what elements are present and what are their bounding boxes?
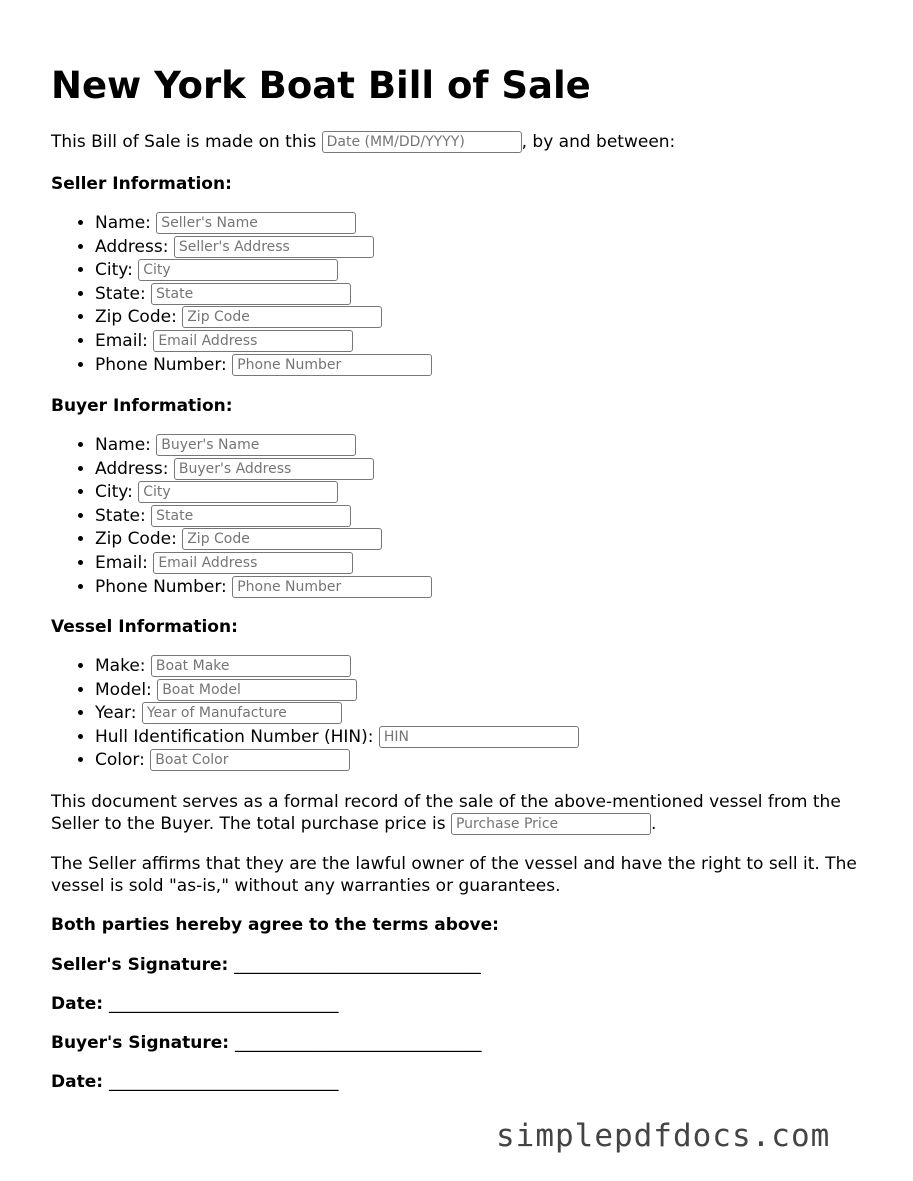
buyer-heading: Buyer Information:	[51, 396, 233, 416]
buyer-email-label: Email:	[95, 552, 148, 573]
seller-signature-row	[51, 953, 481, 977]
seller-zip-item	[95, 306, 432, 330]
intro-line	[51, 130, 675, 154]
buyer-city-input[interactable]	[138, 481, 338, 503]
buyer-name-label: Name:	[95, 435, 151, 455]
buyer-name-input[interactable]	[156, 434, 356, 456]
agreement-statement: Both parties hereby agree to the terms above:	[51, 915, 499, 935]
buyer-signature-row	[51, 1031, 481, 1055]
seller-phone-item	[95, 354, 432, 378]
affirmation-paragraph: The Seller affirms that they are the lawful owner of the vessel and have the right to sell it. The vessel is sold "as-is," without any warranties or guarantees.	[51, 854, 857, 896]
seller-state-label: State:	[95, 283, 146, 304]
vessel-hin-item	[95, 726, 579, 750]
vessel-make-label: Make:	[95, 656, 146, 676]
buyer-zip-input[interactable]	[182, 528, 382, 550]
seller-heading: Seller Information:	[51, 174, 232, 194]
seller-email-input[interactable]	[153, 330, 353, 352]
vessel-year-label: Year:	[95, 703, 137, 724]
seller-name-input[interactable]	[156, 212, 356, 234]
seller-state-input[interactable]	[151, 283, 351, 305]
seller-state-item	[95, 283, 432, 307]
seller-city-input[interactable]	[138, 259, 338, 281]
buyer-phone-input[interactable]	[232, 576, 432, 598]
buyer-email-input[interactable]	[153, 552, 353, 574]
buyer-phone-label: Phone Number:	[95, 576, 227, 597]
seller-date-line[interactable]: ___________________________	[108, 994, 339, 1014]
page-title: New York Boat Bill of Sale	[51, 64, 591, 107]
seller-date-row	[51, 992, 338, 1016]
buyer-name-item	[95, 434, 432, 458]
seller-email-label: Email:	[95, 330, 148, 351]
footer-watermark: simplepdfdocs.com	[496, 1118, 831, 1154]
seller-signature-line[interactable]: _____________________________	[234, 955, 481, 975]
buyer-date-label: Date:	[51, 1072, 104, 1092]
intro-text-before: This Bill of Sale is made on this	[51, 132, 317, 152]
vessel-model-label: Model:	[95, 679, 152, 700]
buyer-signature-line[interactable]: _____________________________	[234, 1033, 482, 1053]
vessel-hin-input[interactable]	[379, 726, 579, 748]
seller-phone-input[interactable]	[232, 354, 432, 376]
buyer-address-label: Address:	[95, 458, 169, 479]
buyer-state-item	[95, 505, 432, 529]
vessel-year-input[interactable]	[142, 702, 342, 724]
intro-text-after: , by and between:	[521, 132, 676, 152]
record-paragraph	[51, 791, 881, 835]
buyer-city-item	[95, 481, 432, 505]
buyer-zip-item	[95, 528, 432, 552]
seller-signature-label: Seller's Signature:	[51, 955, 229, 975]
seller-address-label: Address:	[95, 236, 169, 257]
vessel-model-item	[95, 679, 579, 703]
vessel-color-label: Color:	[95, 750, 145, 771]
buyer-signature-label: Buyer's Signature:	[51, 1033, 230, 1053]
vessel-year-item	[95, 702, 579, 726]
vessel-heading: Vessel Information:	[51, 617, 238, 637]
buyer-fields	[51, 434, 432, 599]
seller-address-input[interactable]	[174, 236, 374, 258]
buyer-city-label: City:	[95, 482, 133, 503]
seller-address-item	[95, 236, 432, 260]
vessel-make-input[interactable]	[151, 655, 351, 677]
buyer-zip-label: Zip Code:	[95, 529, 177, 550]
seller-date-label: Date:	[51, 994, 104, 1014]
vessel-make-item	[95, 655, 579, 679]
buyer-date-row	[51, 1070, 338, 1094]
buyer-state-label: State:	[95, 505, 146, 526]
seller-fields	[51, 212, 432, 377]
sale-date-input[interactable]	[322, 131, 522, 153]
seller-zip-label: Zip Code:	[95, 307, 177, 328]
seller-name-label: Name:	[95, 213, 151, 233]
vessel-fields	[51, 655, 579, 773]
seller-name-item	[95, 212, 432, 236]
buyer-address-input[interactable]	[174, 458, 374, 480]
record-text: This document serves as a formal record of the sale of the above-mentioned vessel from the Seller to the Buyer. The total purchase price is	[51, 792, 841, 834]
seller-email-item	[95, 330, 432, 354]
seller-zip-input[interactable]	[182, 306, 382, 328]
record-text-after: .	[650, 814, 657, 834]
seller-city-item	[95, 259, 432, 283]
purchase-price-input[interactable]	[451, 813, 651, 835]
buyer-date-line[interactable]: ___________________________	[108, 1072, 339, 1092]
buyer-email-item	[95, 552, 432, 576]
vessel-hin-label: Hull Identification Number (HIN):	[95, 726, 374, 747]
vessel-model-input[interactable]	[157, 679, 357, 701]
buyer-state-input[interactable]	[151, 505, 351, 527]
buyer-address-item	[95, 458, 432, 482]
vessel-color-item	[95, 749, 579, 773]
seller-phone-label: Phone Number:	[95, 354, 227, 375]
buyer-phone-item	[95, 576, 432, 600]
seller-city-label: City:	[95, 260, 133, 281]
vessel-color-input[interactable]	[150, 749, 350, 771]
